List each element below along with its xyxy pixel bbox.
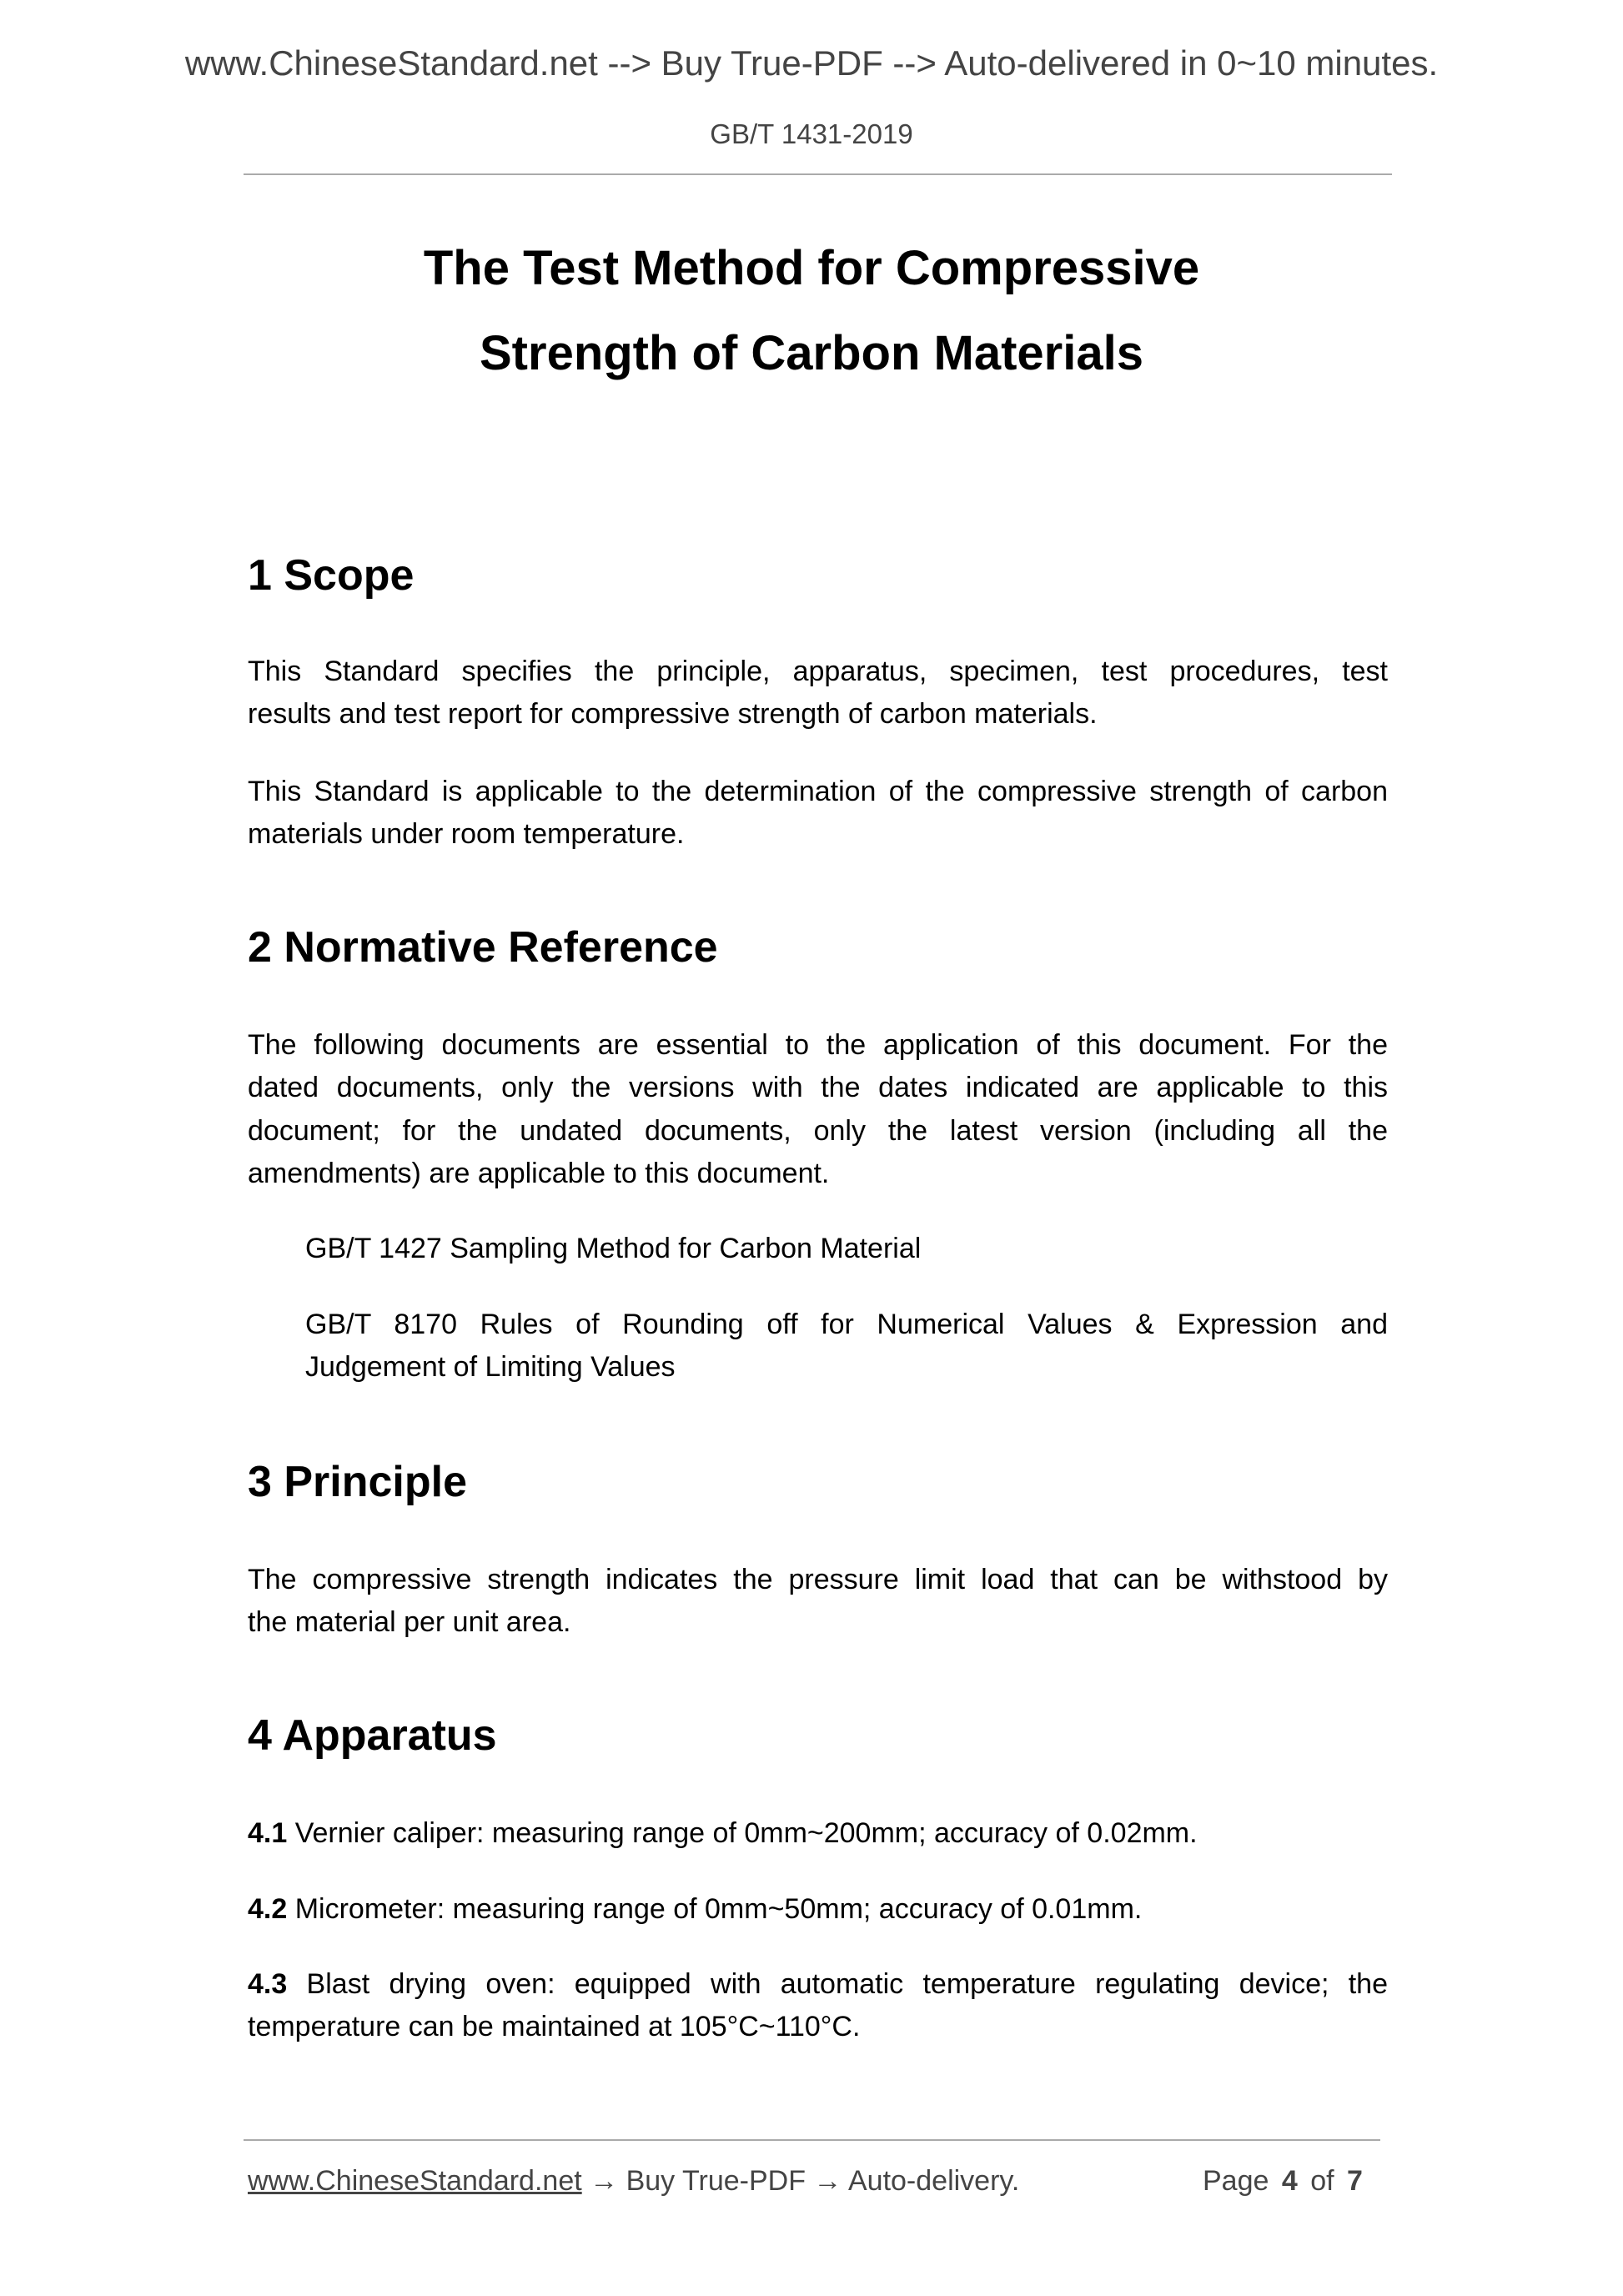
item-number: 4.1: [248, 1817, 288, 1849]
footer-divider: [244, 2139, 1380, 2141]
item-text: Blast drying oven: equipped with automatic temperature regulating device; the: [287, 1968, 1388, 2000]
apparatus-item: [248, 1967, 1388, 2001]
heading-scope: 1 Scope: [248, 551, 415, 600]
banner: www.ChineseStandard.net --> Buy True-PDF --> Auto-delivered in 0~10 minutes.: [184, 43, 1439, 83]
heading-principle: 3 Principle: [248, 1458, 467, 1506]
page-label: Page: [1203, 2165, 1269, 2197]
reference-item-cont: Judgement of Limiting Values: [305, 1351, 676, 1383]
page-indicator: [1203, 2165, 1363, 2198]
text-line: This Standard is applicable to the determination of the compressive strength of carbon: [248, 776, 1388, 807]
footer-link[interactable]: www.ChineseStandard.net: [248, 2165, 582, 2197]
text-line: This Standard specifies the principle, apparatus, specimen, test procedures, test: [248, 656, 1388, 687]
text-line: document; for the undated documents, only the latest version (including all the: [248, 1115, 1388, 1147]
page-number: 4: [1281, 2165, 1298, 2197]
of-label: of: [1310, 2165, 1334, 2197]
text-line: dated documents, only the versions with the dates indicated are applicable to this: [248, 1072, 1388, 1103]
page-title-line2: Strength of Carbon Materials: [480, 326, 1143, 380]
heading-apparatus: 4 Apparatus: [248, 1711, 497, 1760]
text-line: materials under room temperature.: [248, 818, 685, 850]
reference-item: GB/T 8170 Rules of Rounding off for Numerical Values & Expression and: [305, 1309, 1388, 1340]
footer-text: [248, 2165, 1019, 2198]
apparatus-item: [248, 1816, 1388, 1850]
item-number: 4.3: [248, 1968, 288, 2000]
text-line: The following documents are essential to the application of this document. For the: [248, 1029, 1388, 1061]
apparatus-item: [248, 1892, 1388, 1926]
item-text: Micrometer: measuring range of 0mm~50mm; accuracy of 0.01mm.: [287, 1893, 1143, 1925]
reference-item: GB/T 1427 Sampling Method for Carbon Material: [305, 1233, 922, 1264]
text-line: results and test report for compressive strength of carbon materials.: [248, 698, 1098, 730]
text-line: The compressive strength indicates the pressure limit load that can be withstood by: [248, 1564, 1388, 1595]
heading-normative: 2 Normative Reference: [248, 923, 718, 972]
header-divider: [244, 173, 1392, 175]
standard-code: GB/T 1431-2019: [710, 118, 913, 149]
footer-rest: → Buy True-PDF → Auto-delivery.: [581, 2165, 1020, 2197]
item-number: 4.2: [248, 1893, 288, 1925]
item-text: Vernier caliper: measuring range of 0mm~200mm; accuracy of 0.02mm.: [287, 1817, 1198, 1849]
page-total: 7: [1347, 2165, 1363, 2197]
text-line: the material per unit area.: [248, 1606, 571, 1638]
text-line: amendments) are applicable to this document.: [248, 1158, 830, 1189]
text-line: temperature can be maintained at 105°C~110°C.: [248, 2011, 861, 2042]
page-title-line1: The Test Method for Compressive: [423, 241, 1200, 295]
